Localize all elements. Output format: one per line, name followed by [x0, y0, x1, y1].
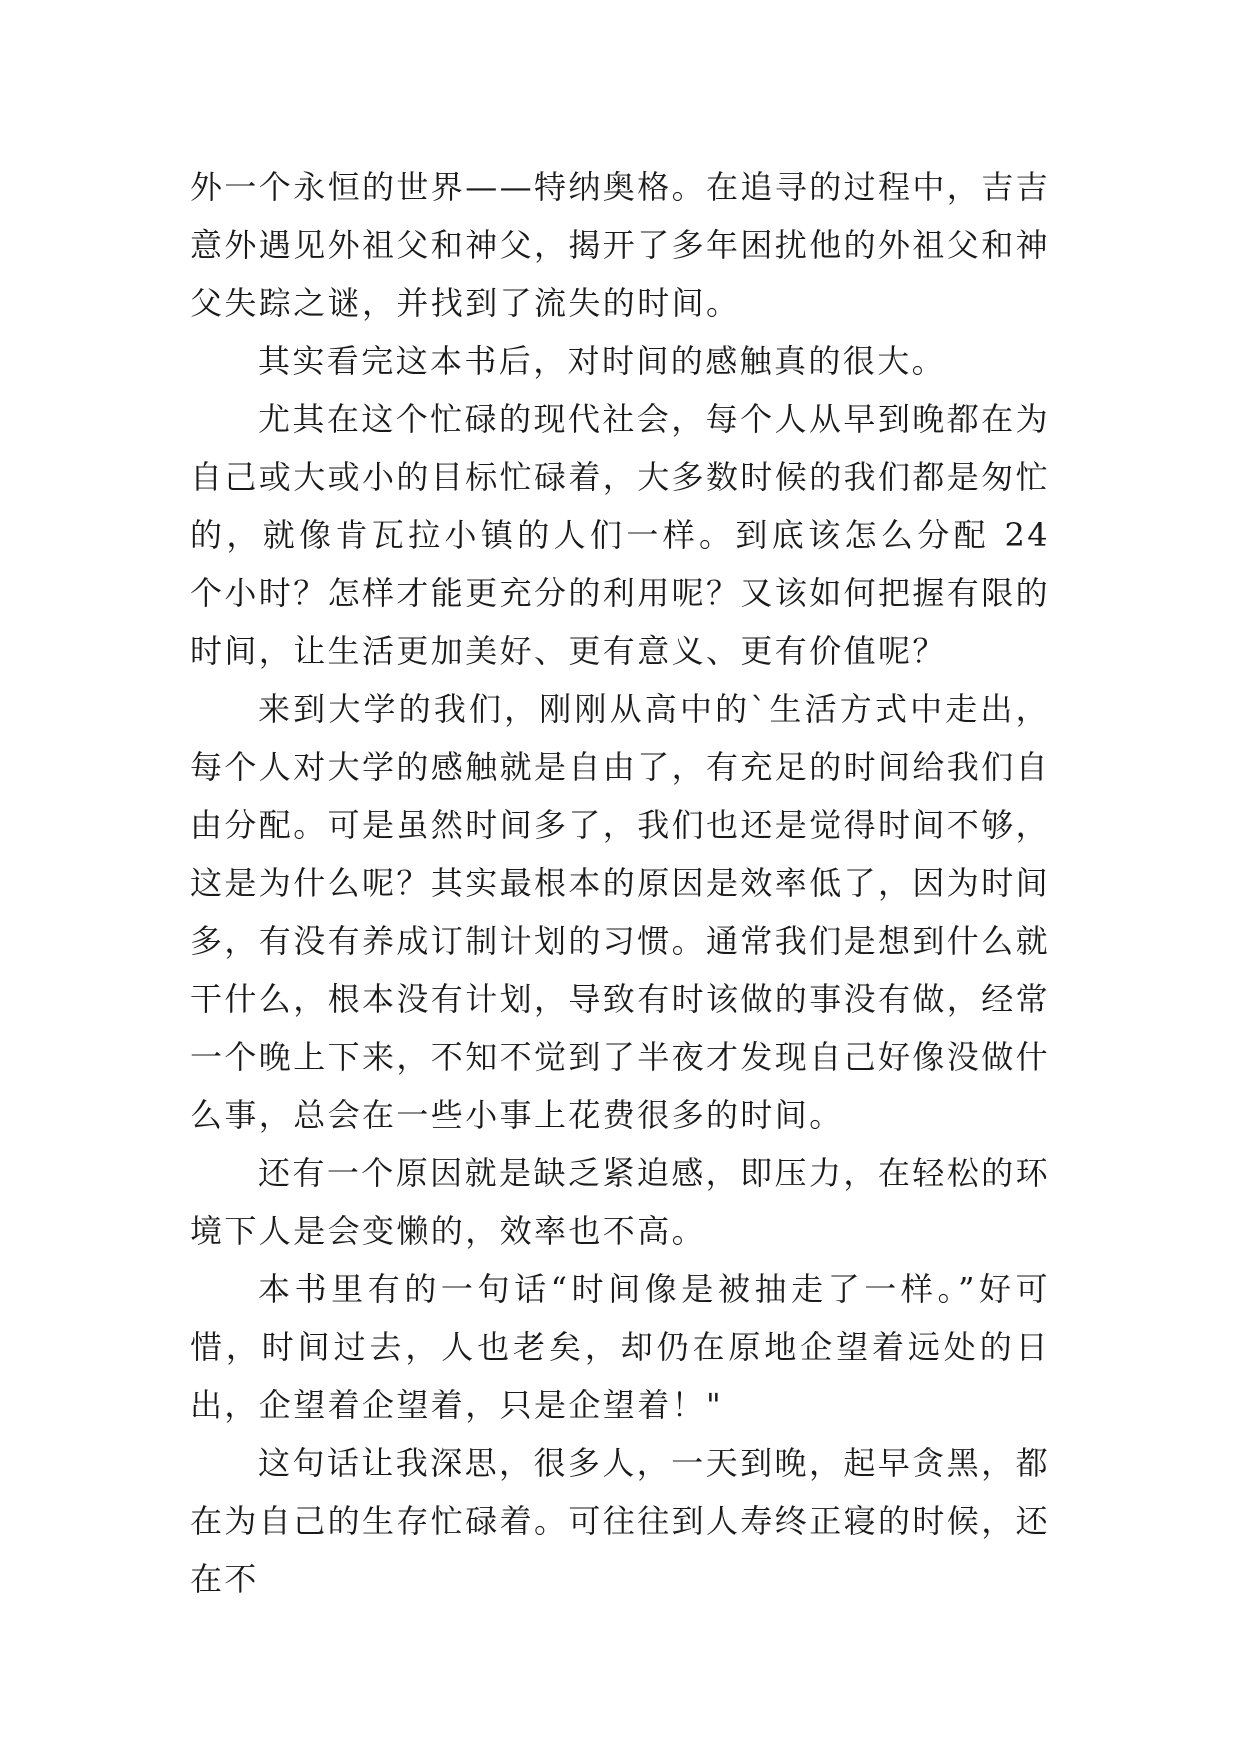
paragraph-7: 这句话让我深思，很多人，一天到晚，起早贪黑，都在为自己的生存忙碌着。可往往到人寿终正寝的时候，还在不	[190, 1444, 1051, 1598]
paragraph-3: 尤其在这个忙碌的现代社会，每个人从早到晚都在为自己或大或小的目标忙碌着，大多数时候的我们都是匆忙的，就像肯瓦拉小镇的人们一样。到底该怎么分配 24 个小时？怎样才能更充分的利用呢？又该如何把握有限的时间，让生活更加美好、更有意义、更有价值呢？	[190, 400, 1051, 670]
paragraph-4: 来到大学的我们，刚刚从高中的`生活方式中走出，每个人对大学的感触就是自由了，有充足的时间给我们自由分配。可是虽然时间多了，我们也还是觉得时间不够，这是为什么呢？其实最根本的原因是效率低了，因为时间多，有没有养成订制计划的习惯。通常我们是想到什么就干什么，根本没有计划，导致有时该做的事没有做，经常一个晚上下来，不知不觉到了半夜才发现自己好像没做什么事，总会在一些小事上花费很多的时间。	[190, 690, 1051, 1134]
paragraph-6: 本书里有的一句话“时间像是被抽走了一样。”好可惜，时间过去，人也老矣，却仍在原地企望着远处的日出，企望着企望着，只是企望着！"	[190, 1270, 1050, 1424]
paragraph-1: 外一个永恒的世界——特纳奥格。在追寻的过程中，吉吉意外遇见外祖父和神父，揭开了多年困扰他的外祖父和神父失踪之谜，并找到了流失的时间。	[190, 168, 1051, 322]
paragraph-5: 还有一个原因就是缺乏紧迫感，即压力，在轻松的环境下人是会变懒的，效率也不高。	[190, 1154, 1050, 1250]
paragraph-2: 其实看完这本书后，对时间的感触真的很大。	[258, 342, 947, 380]
document-body	[190, 158, 1050, 1608]
